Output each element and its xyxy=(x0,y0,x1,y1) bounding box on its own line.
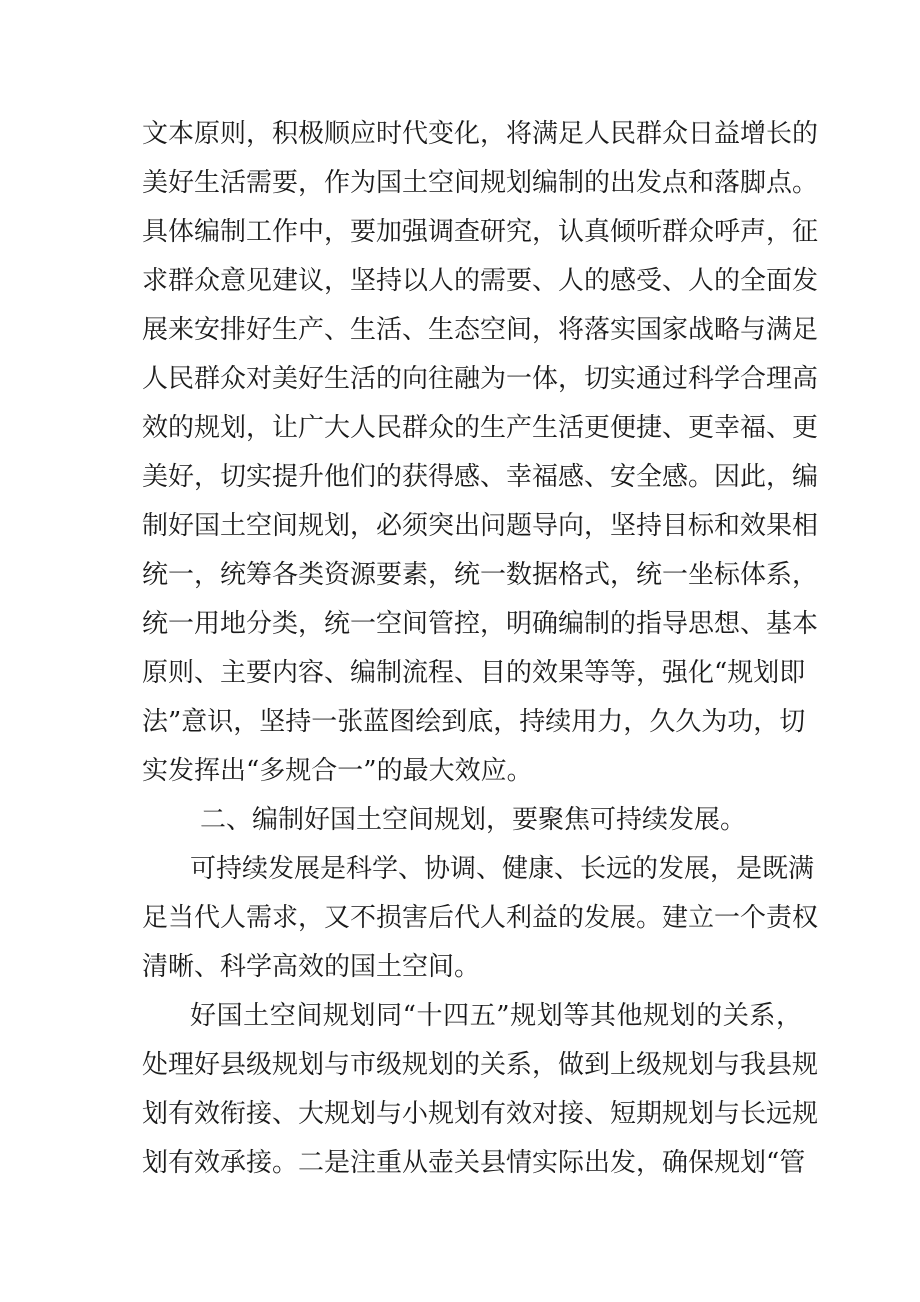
body-line: 文本原则，积极顺应时代变化，将满足人民群众日益增长的 xyxy=(142,119,819,149)
body-line: 处理好县级规划与市级规划的关系，做到上级规划与我县规 xyxy=(142,1050,819,1080)
body-line: 美好生活需要，作为国土空间规划编制的出发点和落脚点。 xyxy=(142,168,819,198)
body-line: 可持续发展是科学、协调、健康、长远的发展，是既满 xyxy=(190,854,815,884)
body-line: 统一用地分类，统一空间管控，明确编制的指导思想、基本 xyxy=(142,609,819,639)
body-line: 人民群众对美好生活的向往融为一体，切实通过科学合理高 xyxy=(142,364,819,394)
body-line: 原则、主要内容、编制流程、目的效果等等，强化“规划即 xyxy=(142,658,806,688)
section-heading: 二、编制好国土空间规划，要聚焦可持续发展。 xyxy=(200,805,747,835)
body-line: 好国土空间规划同“十四五”规划等其他规划的关系， xyxy=(190,1001,802,1031)
body-line: 划有效衔接、大规划与小规划有效对接、短期规划与长远规 xyxy=(142,1099,819,1129)
body-line: 展来安排好生产、生活、生态空间，将落实国家战略与满足 xyxy=(142,315,819,345)
body-line: 统一，统筹各类资源要素，统一数据格式，统一坐标体系， xyxy=(142,560,819,590)
body-line: 实发挥出“多规合一”的最大效应。 xyxy=(142,756,533,786)
body-line: 法”意识，坚持一张蓝图绘到底，持续用力，久久为功，切 xyxy=(142,707,806,737)
body-line: 足当代人需求，又不损害后代人利益的发展。建立一个责权 xyxy=(142,903,819,933)
body-line: 制好国土空间规划，必须突出问题导向，坚持目标和效果相 xyxy=(142,511,819,541)
body-line: 具体编制工作中，要加强调查研究，认真倾听群众呼声，征 xyxy=(142,217,819,247)
body-line: 美好，切实提升他们的获得感、幸福感、安全感。因此，编 xyxy=(142,462,819,492)
body-line: 效的规划，让广大人民群众的生产生活更便捷、更幸福、更 xyxy=(142,413,819,443)
body-line: 求群众意见建议，坚持以人的需要、人的感受、人的全面发 xyxy=(142,266,819,296)
body-line: 划有效承接。二是注重从壶关县情实际出发，确保规划“管 xyxy=(142,1148,806,1178)
body-line: 清晰、科学高效的国土空间。 xyxy=(142,952,481,982)
